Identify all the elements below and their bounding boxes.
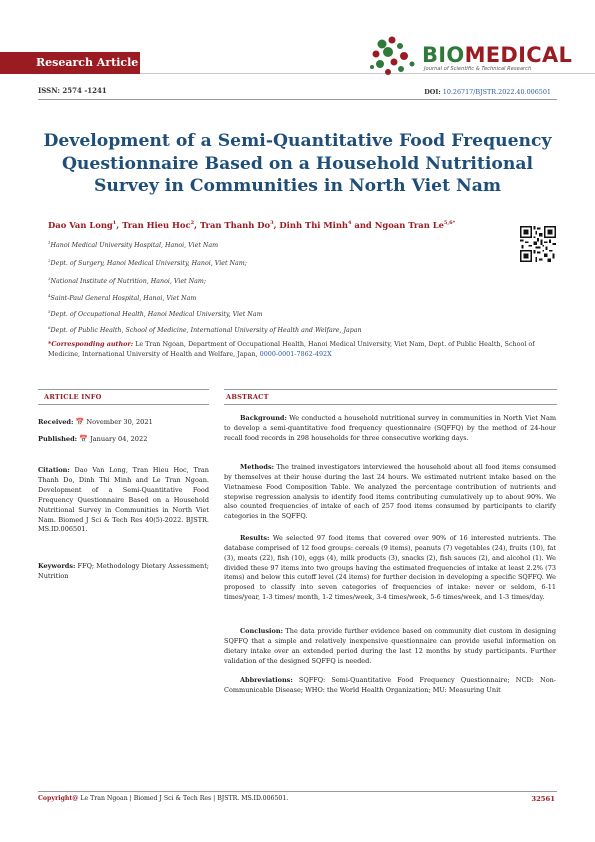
page-number: 32561 bbox=[531, 795, 555, 803]
abstract-abbreviations: Abbreviations: SQFFQ: Semi-Quantitative Food Frequency Questionnaire; NCD: Non-Communicable Disease; WHO: the World Health Organization; MU: Measuring Unit bbox=[224, 676, 556, 694]
abstract-rule-bottom bbox=[224, 404, 557, 405]
abstract-conclusion: Conclusion: The data provide further evidence based on community diet custom in designing SQFFQ that a simple and relatively inexpensive questionnaire can provide useful information on dietary intake over an extended period during the last 12 months by study participants. Further validation of the designed SQFFQ is needed. bbox=[224, 627, 556, 665]
abstract-heading: ABSTRACT bbox=[226, 393, 269, 401]
paper-title: Development of a Semi-Quantitative Food Frequency Questionnaire Based on a Household Nutritional Survey in Communities in North Viet Nam bbox=[43, 131, 552, 196]
journal-logo[interactable] bbox=[368, 34, 573, 78]
affiliation: $^5$Dept. of Occupational Health, Hanoi Medical University, Viet Nam bbox=[48, 309, 263, 319]
abstract-methods: Methods: The trained investigators interviewed the household about all food items consumed by themselves at their house during the last 24 hours. We estimated nutrient intake based on the Vietnamese Food Composition Table. We analyzed the percentage contribution of nutrients and stepwise regression analysis to identify food items contributing cumulatively up to about 90%. We also counted frequencies of intake of each of 257 food items consumed by participants to clarify categories in the SQFFQ. bbox=[224, 463, 556, 521]
article-info-rule-top bbox=[38, 389, 209, 390]
doi[interactable]: DOI: 10.26717/BJSTR.2022.40.006501 bbox=[424, 88, 551, 96]
logo-tagline: Journal of Scientific & Technical Research bbox=[424, 66, 532, 72]
qr-code-icon bbox=[520, 225, 556, 263]
affiliation: $^4$Saint-Paul General Hospital, Hanoi, Viet Nam bbox=[48, 293, 197, 303]
author-list: Dao Van Long$^1$, Tran Hieu Hoc$^2$, Tran Thanh Do$^3$, Dinh Thi Minh$^4$ and Ngoan Tran $Le^{5,6*}$ bbox=[48, 220, 456, 230]
abstract-results: Results: We selected 97 food items that covered over 90% of 16 interested nutrients. The database comprised of 12 food groups: cereals (9 items), peanuts (7) vegetables (24), fruits (10), fat (3), meats (22), fish (10), eggs (4), milk products (3), snacks (2), fish sauces (2), and alcohol (1). We divided these 97 items into two groups having the estimated frequencies of intake at least 2.2% (73 items) and below this cutoff level (24 items) for further decision in developing a specific SQFFQ. We proposed to classify into seven categories of frequencies of intake: never or seldom, 6-11 times/year, 1-3 times/ month, 1-2 times/week, 3-4 times/week, 5-6 times/week, and 1-3 times/day. bbox=[224, 534, 556, 602]
calendar-icon: 📅 bbox=[75, 418, 85, 426]
affiliation: $^1$Hanoi Medical University Hospital, Hanoi, Viet Nam bbox=[48, 240, 219, 250]
received-date: Received: 📅 November 30, 2021 bbox=[38, 418, 153, 426]
article-info-heading: ARTICLE INFO bbox=[44, 393, 102, 401]
keywords: Keywords: FFQ; Methodology Dietary Assessment; Nutrition bbox=[38, 562, 209, 580]
abstract-rule-top bbox=[224, 389, 557, 390]
abstract-background: Background: We conducted a household nutritional survey in communities in North Viet Nam to develop a semi-quantitative food frequency questionnaire (SQFFQ) by the method of 24-hour recall food records in 298 households for three consecutive working days. bbox=[224, 414, 556, 442]
article-type-banner: Research Article bbox=[0, 52, 140, 74]
logo-wordmark: BIOMEDICAL bbox=[422, 43, 573, 67]
issn: ISSN: 2574 -1241 bbox=[38, 86, 107, 95]
orcid-link[interactable]: 0000-0001-7862-492X bbox=[259, 350, 332, 359]
header-rule bbox=[38, 99, 557, 100]
footer-rule bbox=[38, 791, 557, 792]
affiliation: $^2$Dept. of Surgery, Hanoi Medical University, Hanoi, Viet Nam; bbox=[48, 258, 247, 268]
published-date: Published: 📅 January 04, 2022 bbox=[38, 435, 148, 443]
doi-link[interactable]: 10.26717/BJSTR.2022.40.006501 bbox=[442, 88, 551, 96]
corresponding-author: *Corresponding author: Le Tran Ngoan, Department of Occupational Health, Hanoi Medical University, Viet Nam, Dept. of Public Health, School of Medicine, International University of Health and Welfare, Japan, 0000-0001-7862-492X bbox=[48, 340, 535, 359]
footer-copyright: Copyright@ Le Tran Ngoan | Biomed J Sci & Tech Res | BJSTR. MS.ID.006501. bbox=[38, 795, 289, 802]
calendar-icon: 📅 bbox=[79, 435, 88, 443]
citation: Citation: Dao Van Long, Tran Hieu Hoc, Tran Thanh Do, Dinh Thi Minh and Le Tran Ngoan. Development of a Semi-Quantitative Food Frequency Questionnaire Based on a Household Nutritional Survey in Communities in North Viet Nam. Biomed J Sci & Tech Res 40(5)-2022. BJSTR. MS.ID.006501. bbox=[38, 466, 209, 534]
affiliation: $^3$National Institute of Nutrition, Hanoi, Viet Nam; bbox=[48, 276, 206, 286]
article-info-rule-bottom bbox=[38, 404, 209, 405]
dna-logo-icon bbox=[368, 34, 420, 78]
affiliation: $^6$Dept. of Public Health, School of Medicine, International University of Health and Welfare, Japan bbox=[48, 325, 362, 335]
